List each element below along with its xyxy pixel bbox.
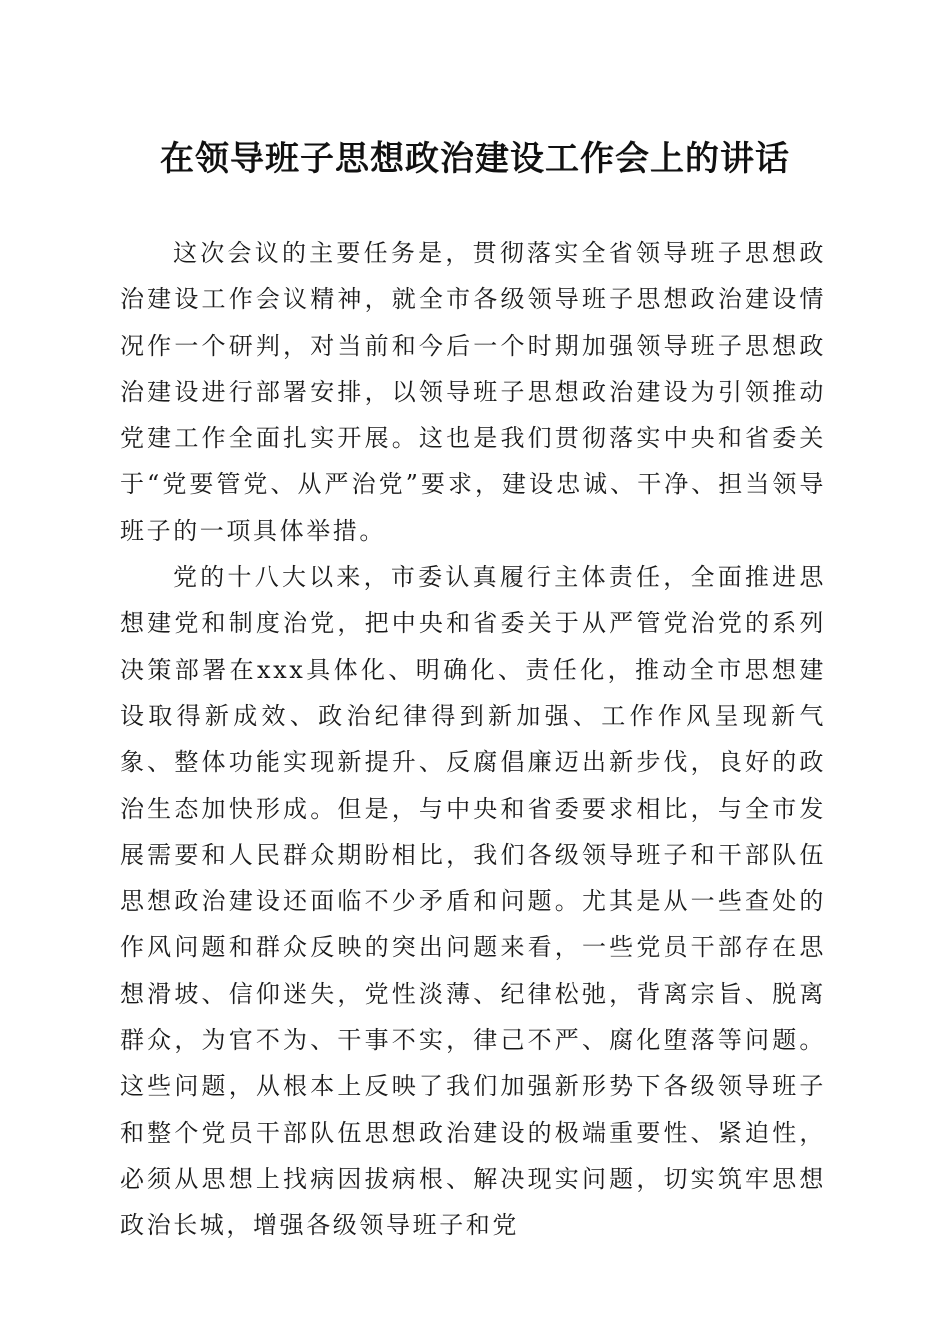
document-title: 在领导班子思想政治建设工作会上的讲话 [160,139,790,179]
document-body [120,230,826,1249]
paragraph-2: 党的十八大以来，市委认真履行主体责任，全面推进思想建党和制度治党，把中央和省委关于从严管党治党的系列决策部署在xxx具体化、明确化、责任化，推动全市思想建设取得新成效、政治纪律得到新加强、工作作风呈现新气象、整体功能实现新提升、反腐倡廉迈出新步伐，良好的政治生态加快形成。但是，与中央和省委要求相比，与全市发展需要和人民群众期盼相比，我们各级领导班子和干部队伍思想政治建设还面临不少矛盾和问题。尤其是从一些查处的作风问题和群众反映的突出问题来看，一些党员干部存在思想滑坡、信仰迷失，党性淡薄、纪律松弛，背离宗旨、脱离群众，为官不为、干事不实，律己不严、腐化堕落等问题。这些问题，从根本上反映了我们加强新形势下各级领导班子和整个党员干部队伍思想政治建设的极端重要性、紧迫性，必须从思想上找病因拔病根、解决现实问题，切实筑牢思想政治长城，增强各级领导班子和党 [120,563,826,1240]
paragraph-1: 这次会议的主要任务是，贯彻落实全省领导班子思想政治建设工作会议精神，就全市各级领导班子思想政治建设情况作一个研判，对当前和今后一个时期加强领导班子思想政治建设进行部署安排，以领导班子思想政治建设为引领推动党建工作全面扎实开展。这也是我们贯彻落实中央和省委关于“党要管党、从严治党”要求，建设忠诚、干净、担当领导班子的一项具体举措。 [120,239,826,545]
